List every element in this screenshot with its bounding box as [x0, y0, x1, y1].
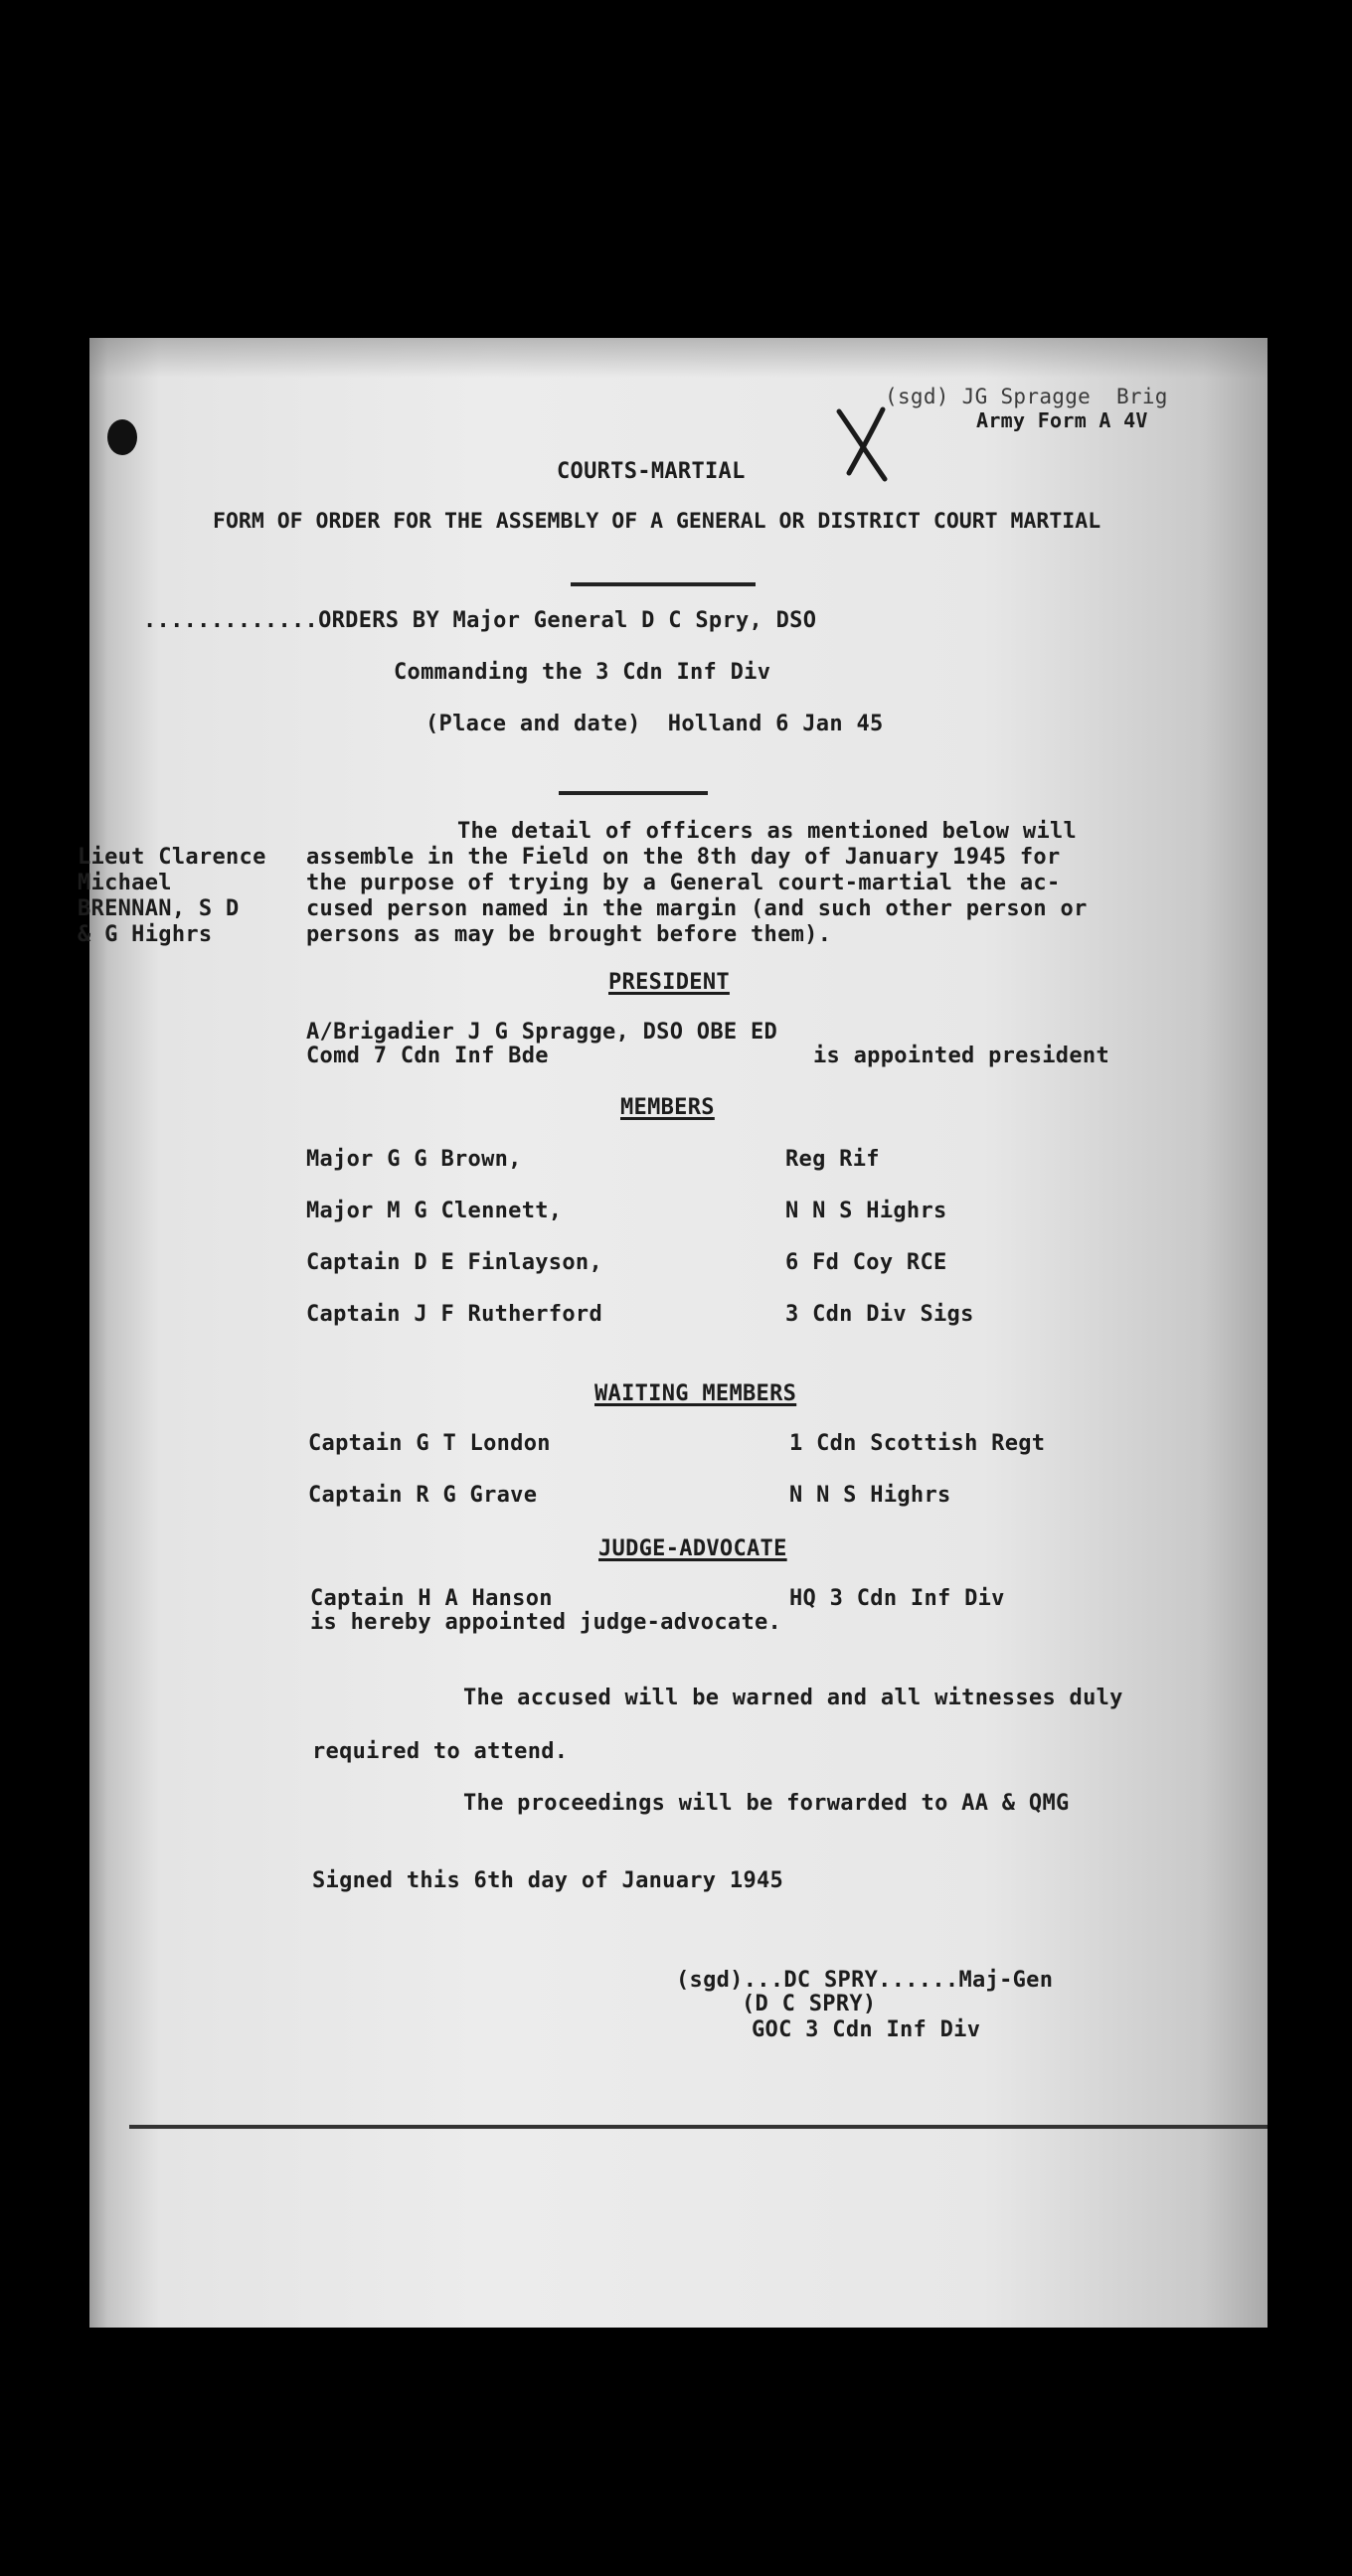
- waiting-member-unit: 1 Cdn Scottish Regt: [789, 1431, 1046, 1456]
- form-number: Army Form A 4V: [976, 408, 1148, 432]
- margin-accused-line-4: & G Highrs: [78, 922, 213, 947]
- paragraph-line-5: persons as may be brought before them).: [306, 922, 832, 947]
- waiting-member-unit: N N S Highrs: [789, 1483, 951, 1508]
- waiting-member-name: Captain G T London: [308, 1431, 551, 1456]
- members-heading: MEMBERS: [620, 1095, 715, 1120]
- document-page: [78, 338, 1268, 2328]
- paragraph-line-2: assemble in the Field on the 8th day of January 1945 for: [306, 845, 1061, 870]
- form-title: COURTS-MARTIAL: [557, 459, 746, 484]
- paragraph-line-1: The detail of officers as mentioned below will: [457, 819, 1078, 844]
- warning-line-2: required to attend.: [312, 1739, 569, 1764]
- page-shadow: [89, 338, 1268, 378]
- signature-line: (sgd)...DC SPRY......Maj-Gen: [676, 1968, 1054, 1993]
- bottom-divider: [129, 2125, 1268, 2129]
- judge-advocate-name: Captain H A Hanson: [310, 1586, 553, 1611]
- divider: [571, 582, 756, 586]
- member-unit: 6 Fd Coy RCE: [785, 1250, 947, 1275]
- warning-line-1: The accused will be warned and all witnesses duly: [463, 1686, 1123, 1710]
- member-name: Major G G Brown,: [306, 1147, 522, 1172]
- punch-hole: [107, 419, 137, 455]
- handwritten-x-mark: [833, 405, 893, 483]
- signature-note: (sgd) JG Spragge Brig: [885, 385, 1168, 408]
- president-name: A/Brigadier J G Spragge, DSO OBE ED: [306, 1020, 778, 1045]
- member-name: Major M G Clennett,: [306, 1199, 563, 1223]
- orders-line: .............ORDERS BY Major General D C Spry, DSO: [143, 608, 817, 633]
- judge-advocate-heading: JUDGE-ADVOCATE: [598, 1536, 787, 1561]
- member-name: Captain J F Rutherford: [306, 1302, 602, 1327]
- proceedings-line: The proceedings will be forwarded to AA & QMG: [463, 1791, 1070, 1816]
- margin-accused-line-1: Lieut Clarence: [78, 845, 266, 870]
- signed-date-line: Signed this 6th day of January 1945: [312, 1868, 784, 1893]
- member-name: Captain D E Finlayson,: [306, 1250, 602, 1275]
- signatory-title: GOC 3 Cdn Inf Div: [752, 2017, 981, 2042]
- margin-accused-line-3: BRENNAN, S D: [78, 896, 240, 921]
- margin-accused-line-2: Michael: [78, 871, 172, 895]
- waiting-member-name: Captain R G Grave: [308, 1483, 538, 1508]
- command-line: Commanding the 3 Cdn Inf Div: [394, 660, 771, 685]
- president-heading: PRESIDENT: [608, 970, 730, 995]
- signatory-name: (D C SPRY): [742, 1992, 877, 2016]
- member-unit: Reg Rif: [785, 1147, 880, 1172]
- president-role: is appointed president: [813, 1044, 1109, 1068]
- divider: [559, 791, 708, 795]
- president-unit: Comd 7 Cdn Inf Bde: [306, 1044, 549, 1068]
- form-subtitle: FORM OF ORDER FOR THE ASSEMBLY OF A GENERAL OR DISTRICT COURT MARTIAL: [213, 509, 1101, 534]
- member-unit: 3 Cdn Div Sigs: [785, 1302, 974, 1327]
- place-date-line: (Place and date) Holland 6 Jan 45: [425, 712, 884, 736]
- paragraph-line-4: cused person named in the margin (and such other person or: [306, 896, 1088, 921]
- judge-advocate-unit: HQ 3 Cdn Inf Div: [789, 1586, 1005, 1611]
- waiting-members-heading: WAITING MEMBERS: [594, 1381, 797, 1406]
- paragraph-line-3: the purpose of trying by a General court-martial the ac-: [306, 871, 1061, 895]
- member-unit: N N S Highrs: [785, 1199, 947, 1223]
- judge-advocate-appointment: is hereby appointed judge-advocate.: [310, 1610, 782, 1635]
